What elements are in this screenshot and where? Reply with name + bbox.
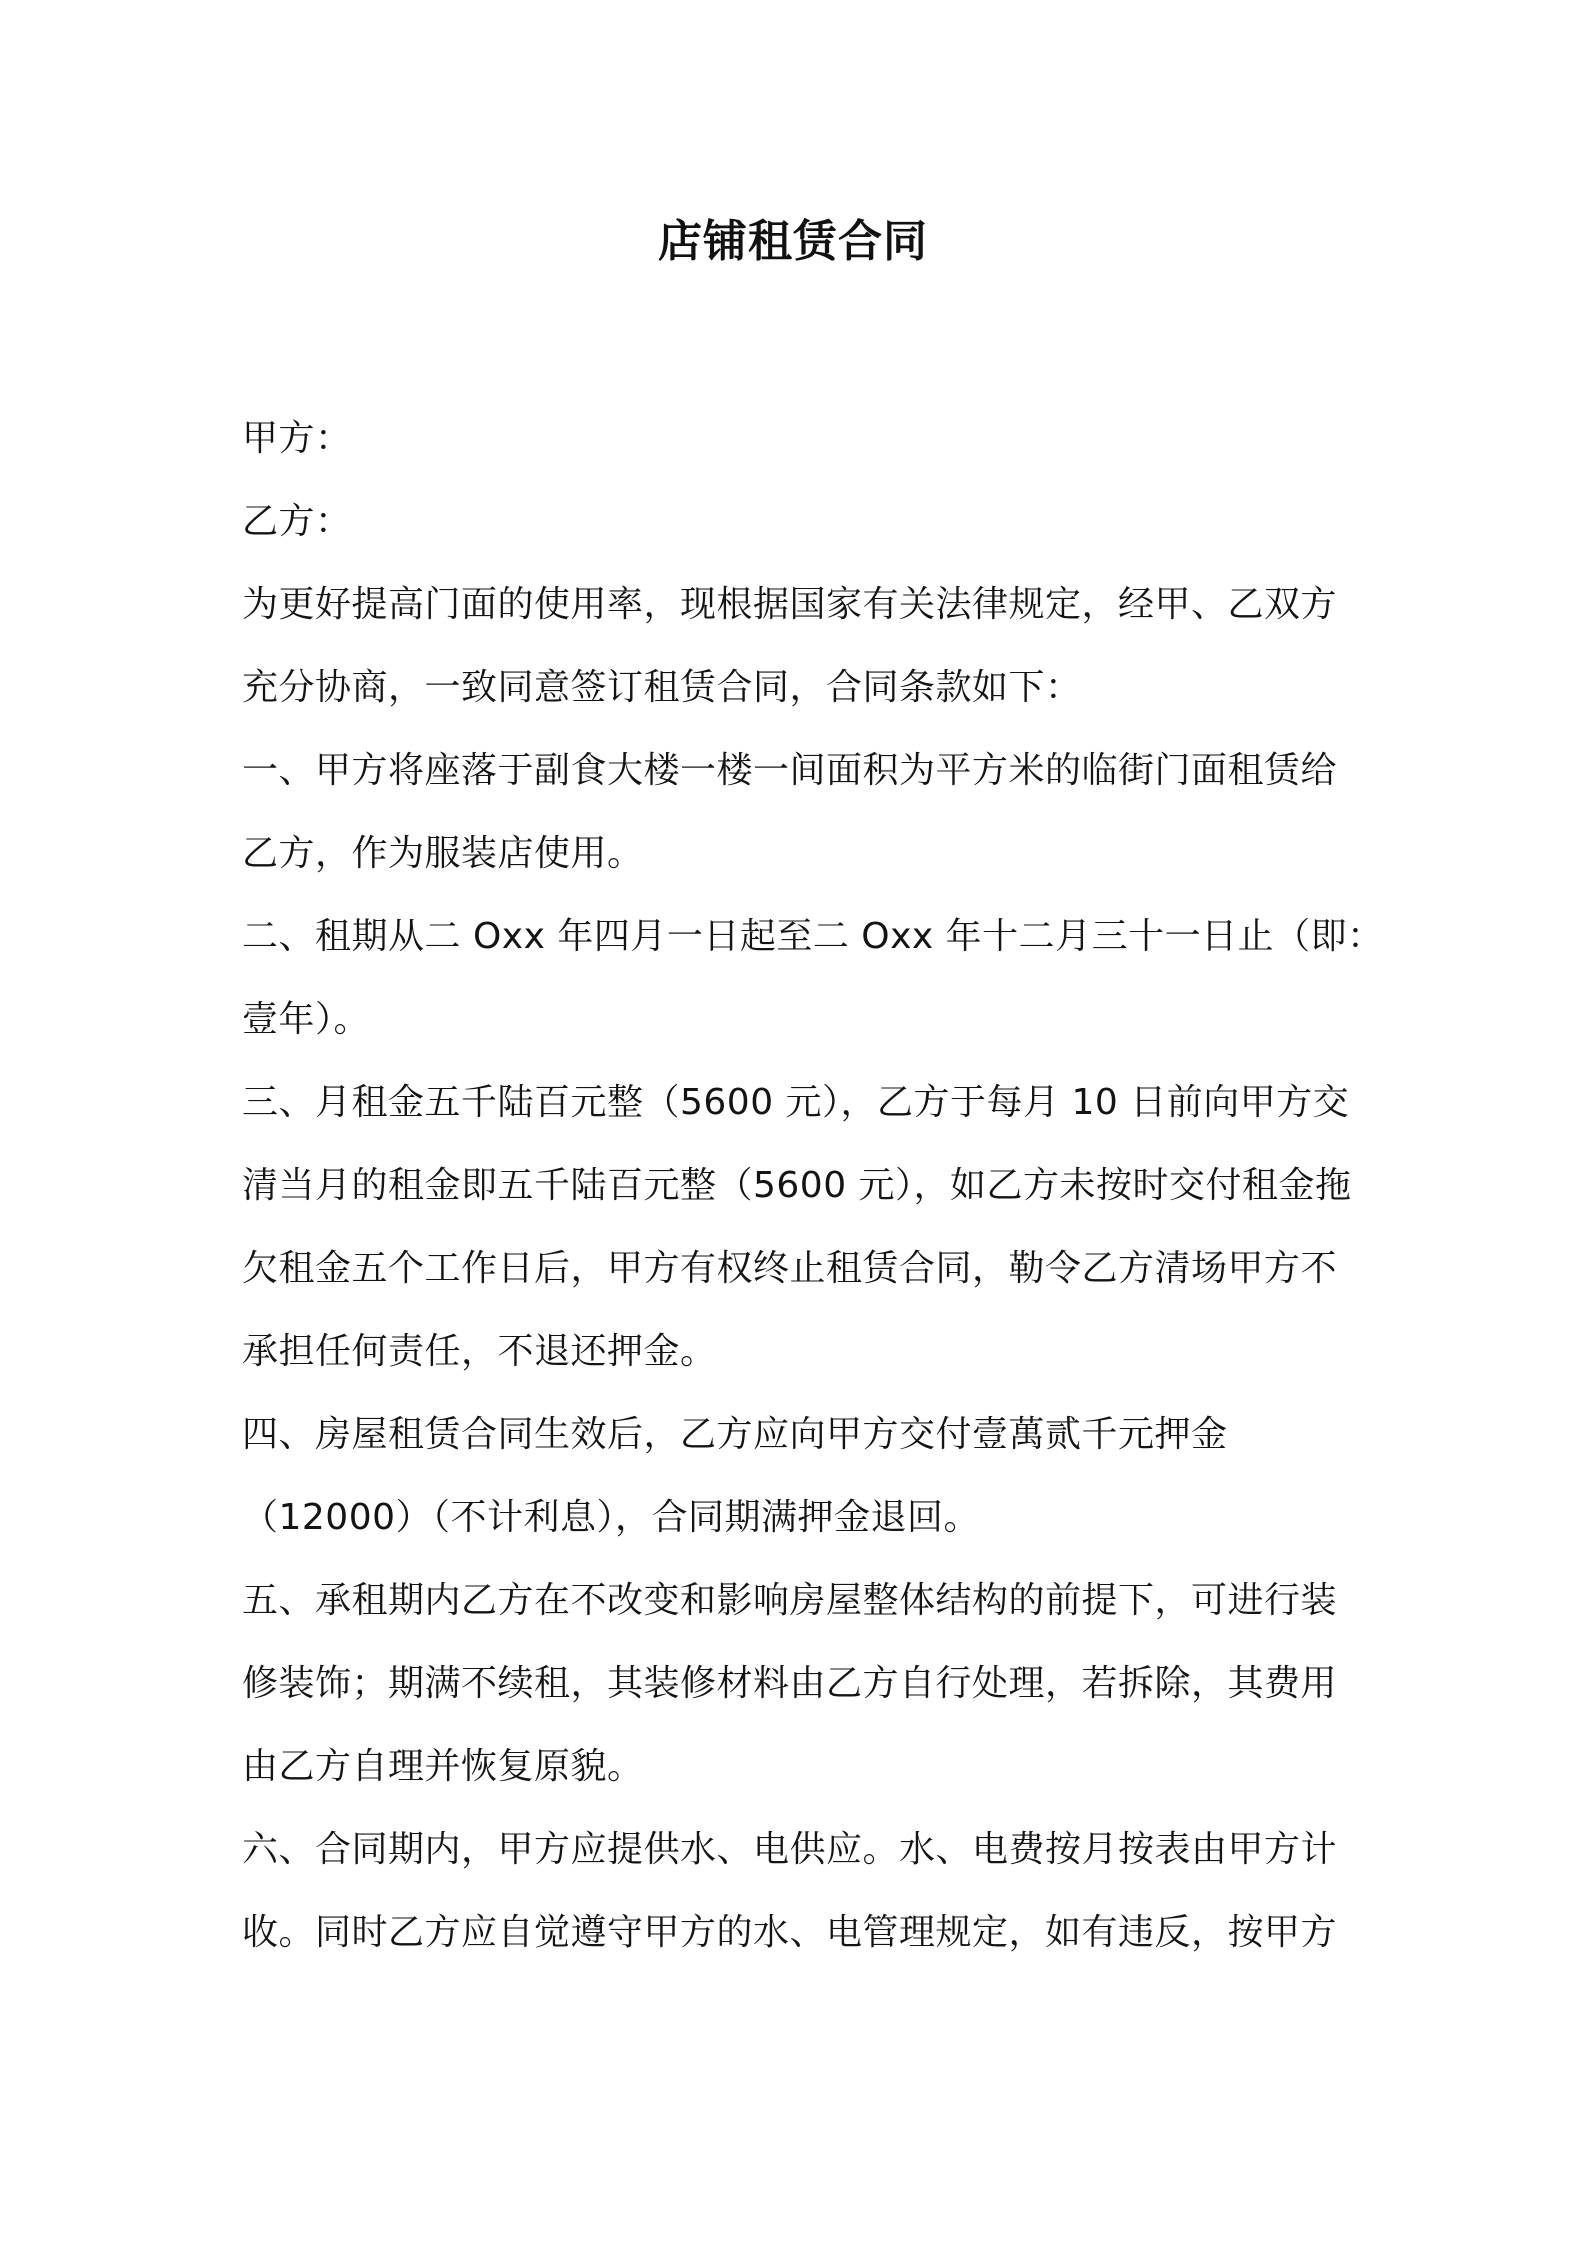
clause-1-line: 乙方，作为服装店使用。 <box>242 833 644 874</box>
clause-5-line: 由乙方自理并恢复原貌。 <box>242 1746 644 1787</box>
clause-2-line: 壹年）。 <box>242 999 371 1040</box>
preamble-line: 充分协商，一致同意签订租赁合同，合同条款如下： <box>242 667 1082 708</box>
party-a-line: 甲方： <box>242 418 352 459</box>
clause-5-line: 五、承租期内乙方在不改变和影响房屋整体结构的前提下，可进行装 <box>242 1580 1338 1621</box>
clause-3-line: 承担任何责任，不退还押金。 <box>242 1331 717 1372</box>
clause-5-line: 修装饰；期满不续租，其装修材料由乙方自行处理，若拆除，其费用 <box>242 1663 1338 1704</box>
clause-3-line: 欠租金五个工作日后，甲方有权终止租赁合同，勒令乙方清场甲方不 <box>242 1248 1338 1289</box>
clause-6-line: 收。同时乙方应自觉遵守甲方的水、电管理规定，如有违反，按甲方 <box>242 1912 1338 1953</box>
contract-body <box>242 409 1384 1986</box>
clause-1-line: 一、甲方将座落于副食大楼一楼一间面积为平方米的临街门面租赁给 <box>242 750 1338 791</box>
clause-4-line: 四、房屋租赁合同生效后，乙方应向甲方交付壹萬贰千元押金 <box>242 1414 1228 1455</box>
clause-2-line: 二、租期从二 Oxx 年四月一日起至二 Oxx 年十二月三十一日止（即： <box>242 916 1384 957</box>
clause-6-line: 六、合同期内，甲方应提供水、电供应。水、电费按月按表由甲方计 <box>242 1829 1338 1870</box>
clause-3-line: 清当月的租金即五千陆百元整（5600 元），如乙方未按时交付租金拖 <box>242 1165 1352 1206</box>
clause-4-line: （12000）（不计利息），合同期满押金退回。 <box>242 1497 981 1538</box>
clause-3-line: 三、月租金五千陆百元整（5600 元），乙方于每月 10 日前向甲方交 <box>242 1082 1350 1123</box>
preamble-line: 为更好提高门面的使用率，现根据国家有关法律规定，经甲、乙双方 <box>242 584 1338 625</box>
party-b-line: 乙方： <box>242 501 352 542</box>
document-title: 店铺租赁合同 <box>658 216 928 267</box>
